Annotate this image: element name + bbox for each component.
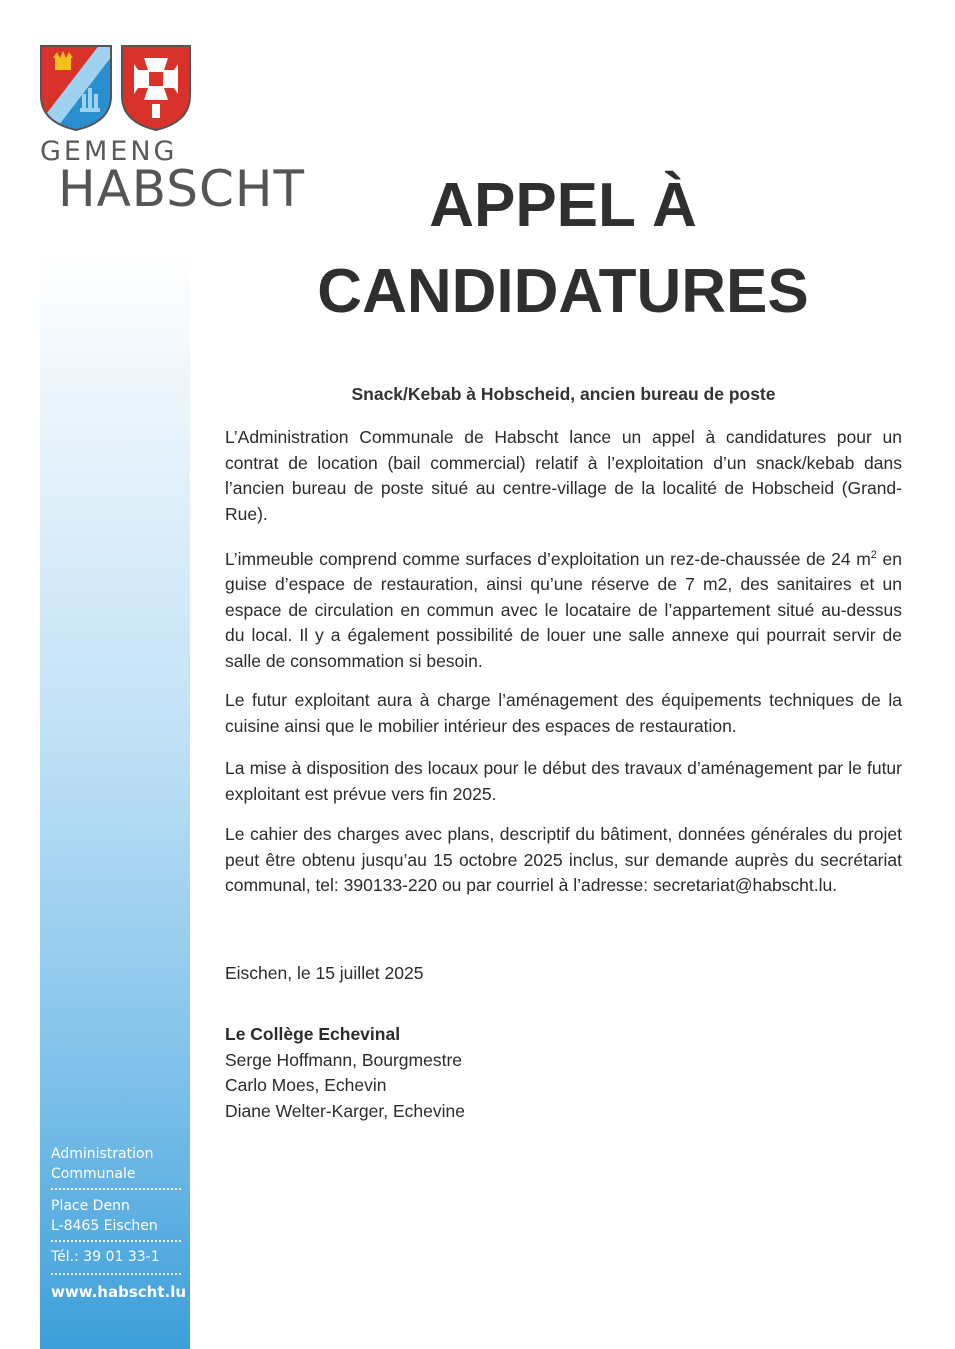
title-line-1: APPEL À — [429, 171, 697, 240]
signature-line-alderman-1: Carlo Moes, Echevin — [225, 1075, 387, 1095]
subtitle: Snack/Kebab à Hobscheid, ancien bureau de poste — [351, 384, 776, 404]
logo-text-gemeng: GEMENG — [40, 136, 178, 167]
sidebar-website-link[interactable]: www.habscht.lu — [51, 1283, 187, 1301]
date-line: Eischen, le 15 juillet 2025 — [225, 963, 424, 983]
paragraph-premises-text — [225, 543, 902, 674]
paragraph-availability-text: La mise à disposition des locaux pour le début des travaux d’aménagement par le futur exploitant est prévue vers fin 2025. — [225, 758, 902, 804]
sidebar-admin-line-1: Administration — [51, 1146, 154, 1162]
superscript-2: 2 — [870, 549, 877, 561]
coat-of-arms-logo — [40, 44, 192, 139]
logo-text-habscht: HABSCHT — [58, 160, 306, 218]
sidebar-admin-block — [51, 1144, 181, 1184]
signature-heading: Le Collège Echevinal — [225, 1024, 401, 1044]
sidebar-phone: Tél.: 39 01 33-1 — [51, 1249, 160, 1265]
sidebar-address-block — [51, 1196, 181, 1236]
premises-text-start: L’immeuble comprend comme surfaces d’exploitation un rez-de-chaussée de 24 m — [225, 548, 871, 569]
premises-text-end: en guise d’espace de restauration, ainsi qu’une réserve de 7 m2, des sanitaires et un espace de circulation en commun avec le locataire de l’appartement situé au-dessus du local. Il y a également possibilité de louer une salle annexe qui pourrait servir de salle de consommation si besoin. — [225, 548, 902, 671]
title-line-2: CANDIDATURES — [317, 257, 809, 326]
paragraph-operator-duties-text: Le futur exploitant aura à charge l’aménagement des équipements techniques de la cuisine ainsi que le mobilier intérieur des espaces de restauration. — [225, 690, 902, 736]
paragraph-specifications-text: Le cahier des charges avec plans, descriptif du bâtiment, données générales du projet peut être obtenu jusqu’au 15 octobre 2025 inclus, sur demande auprès du secrétariat communal, tel: 390133-220 ou par courriel à l’adresse: secretariat@habscht.lu. — [225, 824, 902, 895]
sidebar-address-line-2: L-8465 Eischen — [51, 1218, 158, 1234]
paragraph-intro — [225, 425, 902, 527]
signature-line-mayor: Serge Hoffmann, Bourgmestre — [225, 1049, 463, 1070]
signature-line-alderman-2: Diane Welter-Karger, Echevine — [225, 1100, 465, 1121]
paragraph-specifications — [225, 822, 902, 899]
paragraph-availability — [225, 756, 902, 807]
sidebar-divider — [51, 1240, 181, 1242]
sidebar-gradient-band — [40, 250, 190, 1349]
sidebar-address-line-1: Place Denn — [51, 1198, 130, 1214]
sidebar-divider — [51, 1273, 181, 1275]
paragraph-premises — [225, 543, 902, 674]
paragraph-operator-duties — [225, 688, 902, 739]
sidebar-admin-line-2: Communale — [51, 1166, 136, 1182]
signature-block — [225, 1022, 465, 1124]
sidebar-divider — [51, 1188, 181, 1190]
paragraph-intro-text: L’Administration Communale de Habscht lance un appel à candidatures pour un contrat de location (bail commercial) relatif à l’exploitation d’un snack/kebab dans l’ancien bureau de poste situé au centre-village de la localité de Hobscheid (Grand-Rue). — [225, 427, 902, 524]
